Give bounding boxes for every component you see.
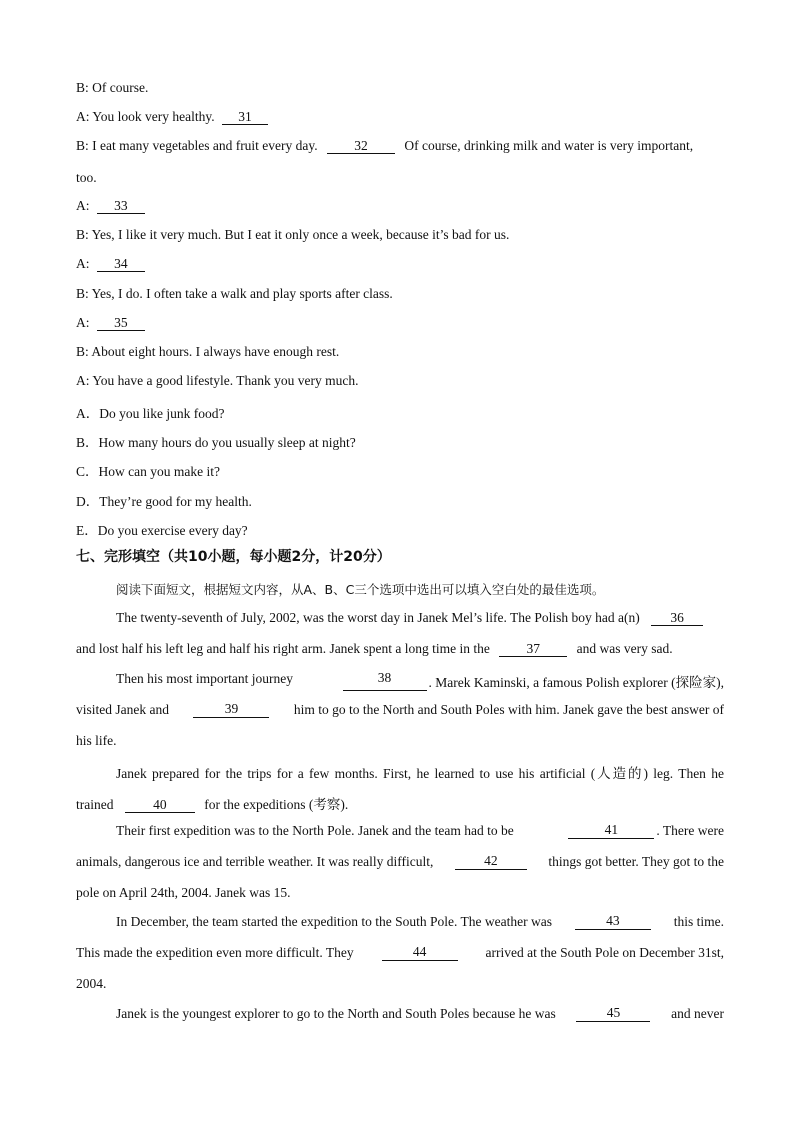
- dialogue-line: B: Of course.: [76, 80, 149, 95]
- passage-text: Their first expedition was to the North Pole. Janek and the team had to be: [116, 823, 514, 838]
- dialogue-line: [76, 138, 693, 154]
- answer-blank: 44: [382, 945, 458, 961]
- dialogue-line: [76, 256, 145, 272]
- dialogue-text: A: You look very healthy.: [76, 109, 215, 124]
- answer-blank: 38: [343, 671, 427, 691]
- passage-text: visited Janek and: [76, 702, 169, 717]
- option-c: C．How can you make it?: [76, 464, 220, 479]
- option-b: B．How many hours do you usually sleep at night?: [76, 435, 356, 450]
- answer-blank: 37: [499, 642, 567, 657]
- passage-line: [76, 854, 724, 870]
- dialogue-line: too.: [76, 170, 97, 185]
- passage-text: The twenty-seventh of July, 2002, was the worst day in Janek Mel’s life. The Polish boy had a(n): [116, 610, 640, 625]
- passage-line: [76, 641, 673, 657]
- section-heading: 七、完形填空（共10小题，每小题2分，计20分）: [76, 549, 391, 565]
- dialogue-line: [76, 109, 268, 125]
- answer-blank: 36: [651, 611, 703, 626]
- dialogue-line: B: Yes, I do. I often take a walk and play sports after class.: [76, 286, 393, 301]
- passage-text: arrived at the South Pole on December 31st,: [485, 945, 724, 960]
- answer-blank: 34: [97, 257, 145, 272]
- section-instruction: 阅读下面短文，根据短文内容，从A、B、C三个选项中选出可以填入空白处的最佳选项。: [116, 582, 605, 597]
- passage-text: Then his most important journey: [116, 671, 293, 686]
- dialogue-text: A:: [76, 198, 90, 213]
- dialogue-line: A: You have a good lifestyle. Thank you very much.: [76, 373, 359, 388]
- passage-text: and never: [671, 1006, 724, 1021]
- answer-blank: 43: [575, 914, 651, 930]
- passage-text: . There were: [656, 823, 724, 838]
- passage-text: and lost half his left leg and half his right arm. Janek spent a long time in the: [76, 641, 490, 656]
- passage-line: [76, 945, 724, 961]
- passage-text: This made the expedition even more difficult. They: [76, 945, 354, 960]
- answer-blank: 31: [222, 110, 268, 125]
- passage-line: [116, 823, 724, 839]
- passage-line: [116, 1006, 724, 1022]
- passage-line: pole on April 24th, 2004. Janek was 15.: [76, 885, 291, 900]
- answer-blank: 35: [97, 316, 145, 331]
- answer-blank: 41: [568, 823, 654, 839]
- answer-blank: 45: [576, 1006, 650, 1022]
- answer-blank: 33: [97, 199, 145, 214]
- passage-text: him to go to the North and South Poles with him. Janek gave the best answer of: [293, 702, 724, 717]
- passage-text: Janek is the youngest explorer to go to the North and South Poles because he was: [116, 1006, 556, 1021]
- passage-line: his life.: [76, 733, 117, 748]
- passage-text: trained: [76, 797, 114, 812]
- dialogue-text: A:: [76, 315, 90, 330]
- dialogue-line: B: About eight hours. I always have enough rest.: [76, 344, 340, 359]
- passage-text: this time.: [673, 914, 724, 929]
- passage-line: [116, 610, 703, 626]
- option-e: E．Do you exercise every day?: [76, 523, 248, 538]
- option-a: A．Do you like junk food?: [76, 406, 225, 421]
- passage-text: . Marek Kaminski, a famous Polish explorer (探险家),: [428, 675, 724, 690]
- answer-blank: 39: [193, 702, 269, 718]
- dialogue-line: [76, 315, 145, 331]
- passage-text: for the expeditions (考察).: [204, 797, 349, 812]
- passage-line: [76, 702, 724, 718]
- passage-line: [116, 671, 724, 691]
- dialogue-text: Of course, drinking milk and water is very important,: [404, 138, 694, 153]
- passage-line: [76, 793, 348, 813]
- passage-line: 2004.: [76, 976, 107, 991]
- passage-text: animals, dangerous ice and terrible weather. It was really difficult,: [76, 854, 434, 869]
- dialogue-line: B: Yes, I like it very much. But I eat it only once a week, because it’s bad for us.: [76, 227, 510, 242]
- passage-text: things got better. They got to the: [548, 854, 724, 869]
- option-d: D．They’re good for my health.: [76, 494, 252, 509]
- answer-blank: 40: [125, 798, 195, 813]
- dialogue-text: B: I eat many vegetables and fruit every day.: [76, 138, 318, 153]
- dialogue-line: [76, 198, 145, 214]
- dialogue-text: A:: [76, 256, 90, 271]
- passage-text: In December, the team started the expedition to the South Pole. The weather was: [116, 914, 552, 929]
- passage-text: and was very sad.: [576, 641, 673, 656]
- passage-line: Janek prepared for the trips for a few months. First, he learned to use his artificial (人造的) leg. Then he: [116, 766, 724, 781]
- passage-line: [116, 914, 724, 930]
- answer-blank: 32: [327, 139, 395, 154]
- answer-blank: 42: [455, 854, 527, 870]
